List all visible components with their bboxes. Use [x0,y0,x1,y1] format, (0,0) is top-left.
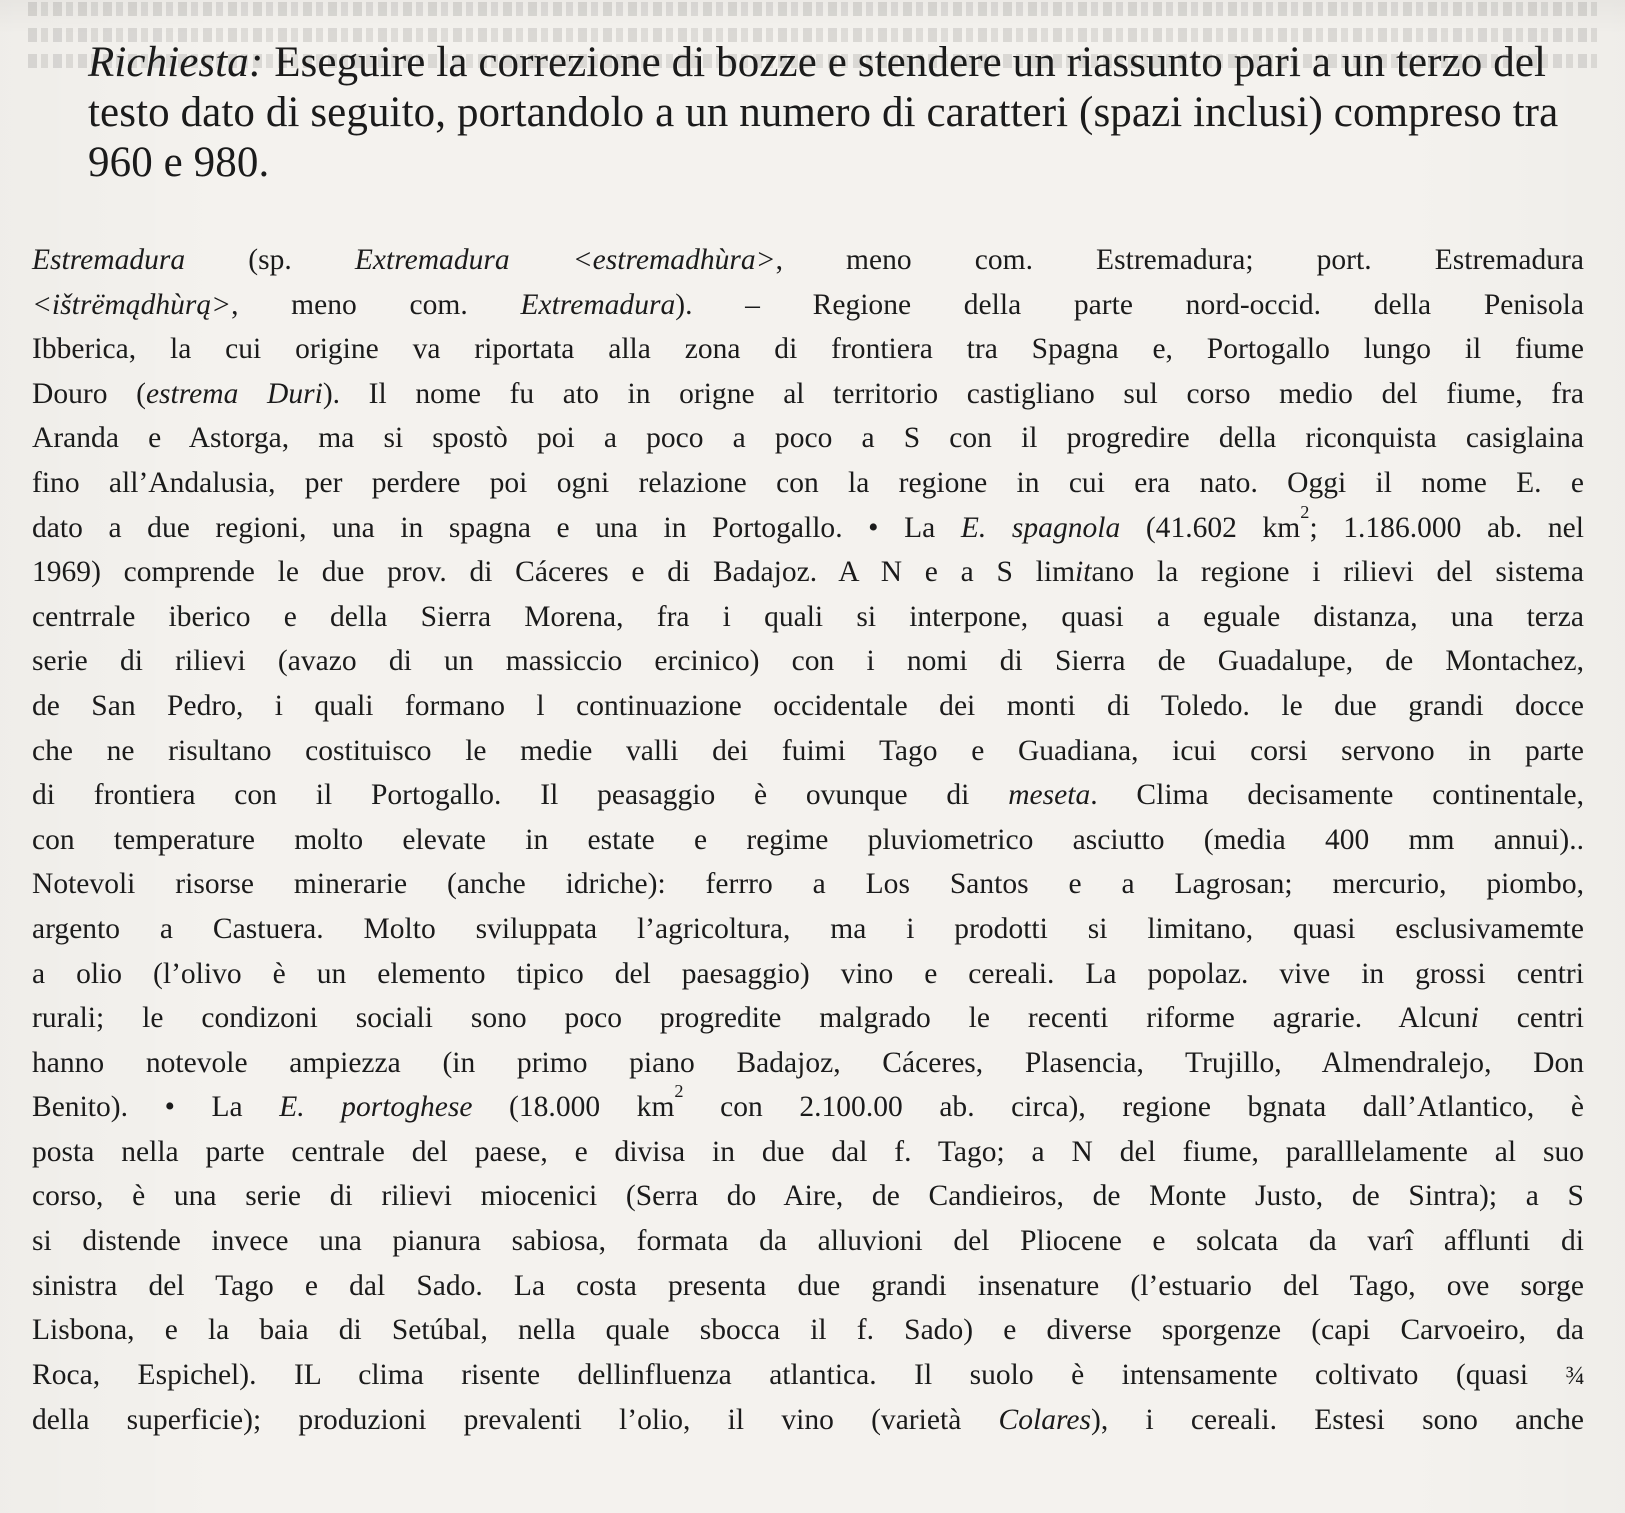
article-line [32,595,1584,640]
text-span: ). Il nome fu ato in origne al territorio castigliano sul corso medio del fiume, fra [322,377,1584,410]
text-span: , meno com. [231,288,521,321]
text-span: con temperature molto elevate in estate e regime pluviometrico asciutto (media 400 mm annui).. [32,823,1584,856]
article-line [32,639,1584,684]
text-span: de San Pedro, i quali formano l continuazione occidentale dei monti di Toledo. le due grandi docce [32,689,1584,722]
request-label: Richiesta: [88,39,264,86]
text-span: argento a Castuera. Molto sviluppata l’agricoltura, ma i prodotti si limitano, quasi esclusivamemte [32,912,1584,945]
text-span: Roca, Espichel). IL clima risente dellinfluenza atlantica. Il suolo è intensamente coltivato (quasi [32,1358,1566,1391]
request-paragraph [88,38,1588,188]
article-line [32,461,1584,506]
superscript: 2 [674,1081,684,1102]
text-span: Aranda e Astorga, ma si spostò poi a poco a poco a S con il progredire della riconquista casiglaina [32,422,1584,455]
italic-text: Estremadura [32,244,186,276]
article-line [32,327,1584,372]
italic-text: Extremadura [520,288,676,321]
italic-text: estrema Duri [145,377,323,410]
text-span: ; 1.186.000 ab. nel [1309,511,1584,544]
article-line [32,1264,1584,1309]
text-span: ano la regione i rilievi del sistema [1091,556,1585,589]
article-line [32,729,1584,774]
article-line [32,818,1584,863]
text-span: Notevoli risorse minerarie (anche idriche): ferrro a Los Santos e a Lagrosan; mercurio, piombo, [32,868,1584,901]
text-span: hanno notevole ampiezza (in primo piano Badajoz, Cáceres, Plasencia, Trujillo, Almendralejo, Don [32,1046,1584,1079]
text-span: posta nella parte centrale del paese, e divisa in due dal f. Tago; a N del fiume, paralllelamente al suo [32,1135,1584,1168]
italic-text: <ištrëmądhùrą> [32,288,232,321]
article-line [32,952,1584,997]
italic-text: E. spagnola [960,511,1121,544]
article-line [32,684,1584,729]
text-span: Ibberica, la cui origine va riportata alla zona di frontiera tra Spagna e, Portogallo lungo il fiume [32,333,1584,366]
text-span: sinistra del Tago e dal Sado. La costa presenta due grandi insenature (l’estuario del Tago, ove sorge [32,1269,1584,1302]
text-span: , meno com. Estremadura; port. Estremadura [775,244,1584,276]
article-line [32,1130,1584,1175]
article-line [32,1398,1584,1443]
text-span: a olio (l’olivo è un elemento tipico del paesaggio) vino e cereali. La popolaz. vive in grossi centri [32,957,1584,990]
request-text: Eseguire la correzione di bozze e stendere un riassunto pari a un terzo del testo dato di seguito, portandolo a un numero di caratteri (spazi inclusi) compreso tra 960 e 980. [88,39,1559,186]
text-span: ). – Regione della parte nord-occid. della Penisola [675,288,1584,321]
article-line [32,1219,1584,1264]
italic-text: i [1470,1002,1479,1035]
text-span: ), i cereali. Estesi sono anche [1091,1404,1584,1437]
italic-text: it [1075,556,1092,589]
text-span: (sp. [185,244,355,276]
article-line [32,283,1584,328]
text-span: 1969) comprende le due prov. di Cáceres e di Badajoz. A N e a S lim [32,556,1076,589]
text-span: Lisbona, e la baia di Setúbal, nella quale sbocca il f. Sado) e diverse sporgenze (capi Carvoeiro, da [32,1314,1584,1347]
text-span: che ne risultano costituisco le medie valli dei fuimi Tago e Guadiana, icui corsi servono in parte [32,734,1584,767]
article-line [32,996,1584,1041]
article-line [32,1174,1584,1219]
article-line [32,1081,1584,1130]
article-line [32,907,1584,952]
article-line [32,372,1584,417]
italic-text: E. portoghese [279,1091,473,1124]
text-span: si distende invece una pianura sabiosa, formata da alluvioni del Pliocene e solcata da varî afflunti di [32,1225,1584,1258]
text-span: di frontiera con il Portogallo. Il peasaggio è ovunque di [32,779,1009,812]
bleed-line [28,2,1597,16]
article-text [32,238,1584,1443]
italic-text: Colares [998,1404,1092,1437]
article-line [32,416,1584,461]
text-span: rurali; le condizoni sociali sono poco progredite malgrado le recenti riforme agrarie. Alcun [32,1002,1471,1035]
article-line [32,238,1584,283]
article-line [32,1353,1584,1399]
text-span: corso, è una serie di rilievi miocenici (Serra do Aire, de Candieiros, de Monte Justo, de Sintra); a S [32,1180,1584,1213]
text-span: della superficie); produzioni prevalenti l’olio, il vino (varietà [32,1404,999,1437]
article-line [32,773,1584,818]
text-span: (41.602 km [1120,511,1301,544]
text-span: Benito). • La [32,1091,280,1124]
text-span: ¾ [1565,1360,1584,1390]
text-span: con 2.100.00 ab. circa), regione bgnata dall’Atlantico, è [683,1091,1584,1124]
article-line [32,1041,1584,1086]
text-span: . Clima decisamente continentale, [1090,779,1584,812]
text-span: centri [1478,1002,1585,1035]
article-line [32,501,1584,551]
text-span: (18.000 km [472,1091,675,1124]
article-line [32,862,1584,907]
superscript: 2 [1300,501,1310,522]
text-span: Douro ( [32,377,146,410]
text-span: centrrale iberico e della Sierra Morena, fra i quali si interpone, quasi a eguale distanza, una terza [32,600,1584,633]
article-line [32,550,1584,595]
article-line [32,1308,1584,1353]
text-span: serie di rilievi (avazo di un massiccio ercinico) con i nomi di Sierra de Guadalupe, de Montachez, [32,645,1584,678]
italic-text: meseta [1008,779,1091,812]
text-span: fino all’Andalusia, per perdere poi ogni relazione con la regione in cui era nato. Oggi il nome E. e [32,466,1584,499]
italic-text: Extremadura <estremadhùra> [354,244,776,276]
text-span: dato a due regioni, una in spagna e una in Portogallo. • La [32,511,961,544]
